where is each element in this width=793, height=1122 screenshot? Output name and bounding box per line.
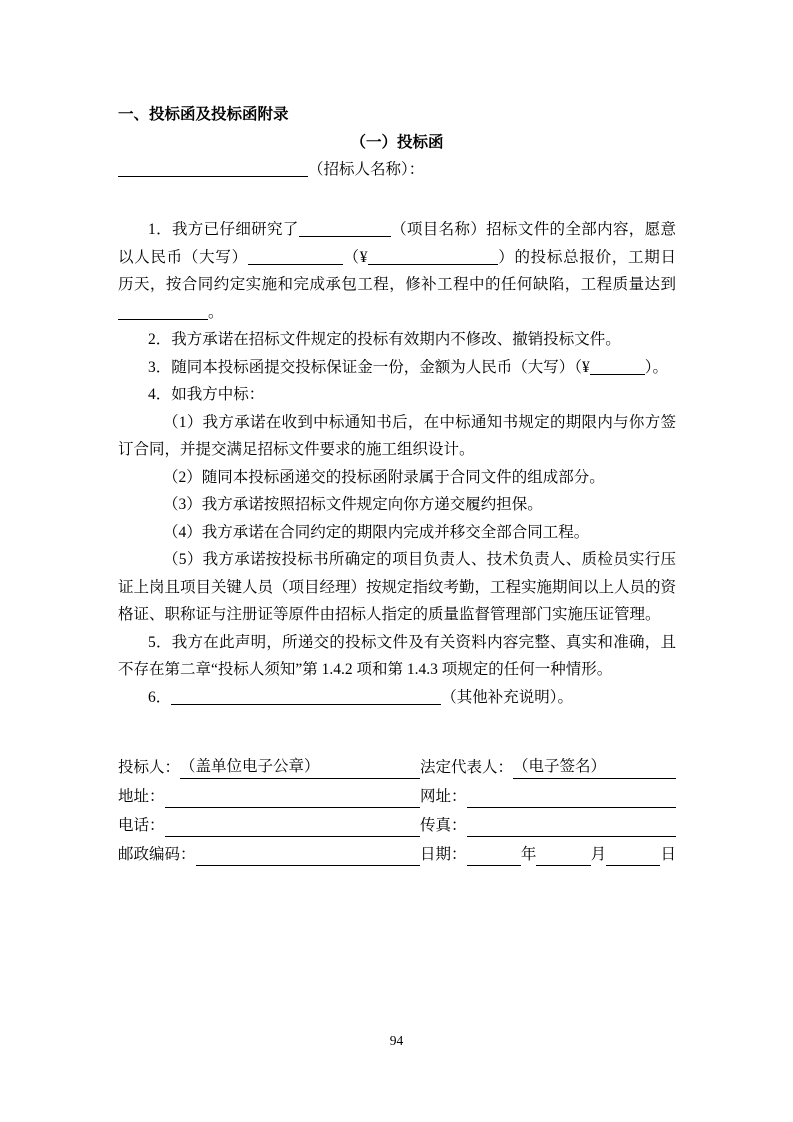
date-unit-label: 月	[590, 846, 607, 863]
clause-4-4	[118, 519, 676, 547]
page-number: 94	[389, 1033, 404, 1048]
text-run: （2）随同本投标函递交的投标函附录属于合同文件的组成部分。	[163, 468, 605, 486]
fill-in-blank	[467, 848, 521, 866]
signature-row-1	[118, 750, 676, 779]
signature-field-left	[118, 754, 420, 779]
clause-4-5	[118, 546, 676, 629]
clause-2	[118, 326, 676, 354]
date-fill-area	[467, 842, 676, 866]
fill-in-blank	[590, 359, 645, 375]
signature-row-3	[118, 808, 676, 837]
text-run: （1）我方承诺在收到中标通知书后，在中标通知书规定的期限内与你方签订合同，并提交满足招标文件要求的施工组织设计。	[118, 413, 676, 458]
text-run: 3．随同本投标函提交投标保证金一份，金额为人民币（大写）（¥	[148, 358, 590, 376]
text-run: 2．我方承诺在招标文件规定的投标有效期内不修改、撤销投标文件。	[148, 331, 621, 348]
fill-in-blank	[368, 249, 498, 265]
text-run: （其他补充说明）。	[441, 688, 574, 706]
fill-in-blank	[118, 161, 308, 177]
signature-field-left	[118, 813, 420, 837]
signature-row-4	[118, 837, 676, 866]
field-label: 地址：	[118, 788, 165, 805]
text-run: 1．我方已仔细研究了	[148, 221, 299, 238]
clause-4-3	[118, 491, 676, 519]
text-run: （项目名称）招标文件的全部内容，愿意以人民币（大写）	[118, 221, 676, 266]
clause-1	[118, 216, 676, 326]
text-run: （5）我方承诺按投标书所确定的项目负责人、技术负责人、质检员实行压证上岗且项目关键人员（项目经理）按规定指纹考勤，工程实施期间以上人员的资格证、职称证与注册证等原件由招标人指定的质量监督管理部门实施压证管理。	[118, 551, 677, 623]
fill-in-blank	[299, 221, 391, 237]
signature-block	[118, 750, 676, 866]
date-unit-label: 日	[660, 846, 676, 863]
field-fill-line	[467, 790, 676, 808]
field-fill-line: （盖单位电子公章）	[180, 754, 420, 779]
field-label: 电话：	[118, 817, 165, 834]
field-label: 传真：	[420, 817, 467, 834]
signature-field-left	[118, 842, 420, 866]
field-fill-line: （电子签名）	[513, 754, 676, 779]
field-label: 邮政编码：	[118, 846, 196, 863]
field-fill-line	[165, 790, 420, 808]
text-run: 4．如我方中标：	[148, 386, 265, 403]
clause-4-2	[118, 464, 676, 492]
text-run: 6．	[148, 688, 172, 706]
text-run: ）的投标总报价，工期日历天，按合同约定实施和完成承包工程，修补工程中的任何缺陷，工程质量达到	[118, 248, 676, 293]
signature-row-2	[118, 779, 676, 808]
text-run: （招标人名称）：	[308, 161, 425, 178]
text-run: 5．我方在此声明，所递交的投标文件及有关资料内容完整、真实和准确，且不存在第二章“投标人须知”第 1.4.2 项和第 1.4.3 项规定的任何一种情形。	[118, 633, 676, 678]
addressee-line-container	[118, 156, 676, 184]
fill-in-blank	[171, 689, 441, 705]
field-label: 网址：	[420, 788, 467, 805]
clause-4	[118, 381, 676, 409]
bid-letter-body	[118, 216, 676, 711]
field-label: 投标人：	[118, 759, 181, 776]
clause-3	[118, 354, 676, 382]
signature-field-right	[420, 842, 676, 866]
text-run: ）。	[644, 358, 669, 376]
clause-4-1	[118, 409, 676, 464]
text-run: （¥	[342, 248, 368, 266]
text-run: 。	[208, 303, 224, 321]
date-unit-label: 年	[520, 846, 537, 863]
clause-5	[118, 629, 676, 684]
signature-field-right	[420, 784, 676, 808]
clause-6	[118, 684, 676, 712]
document-header	[118, 101, 676, 184]
fill-in-blank	[536, 848, 590, 866]
fill-in-blank	[606, 848, 660, 866]
field-fill-line	[467, 819, 676, 837]
field-label: 法定代表人：	[420, 759, 514, 776]
section-heading: 一、投标函及投标函附录	[118, 106, 289, 123]
fill-in-blank	[118, 304, 208, 320]
fill-in-blank	[248, 249, 343, 265]
text-run: （4）我方承诺在合同约定的期限内完成并移交全部合同工程。	[163, 523, 590, 541]
text-run: （3）我方承诺按照招标文件规定向你方递交履约担保。	[163, 496, 543, 513]
addressee-line	[118, 156, 676, 184]
document-title: （一）投标函	[350, 133, 444, 151]
signature-field-right	[420, 754, 676, 779]
signature-field-right	[420, 813, 676, 837]
field-fill-line	[196, 848, 420, 866]
field-label: 日期：	[420, 846, 467, 863]
field-fill-line	[165, 819, 420, 837]
signature-field-left	[118, 784, 420, 808]
